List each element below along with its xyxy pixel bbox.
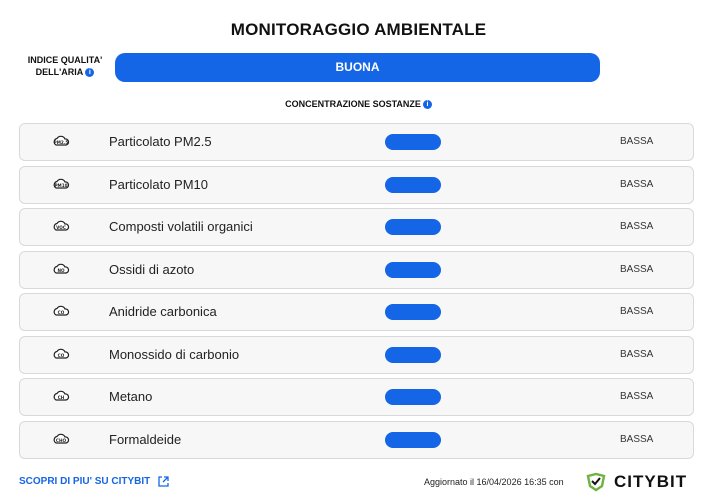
pollutant-status: BASSA [620,306,654,317]
level-indicator [385,347,441,363]
pollutant-name: Anidride carbonica [109,304,217,319]
pollutant-name: Ossidi di azoto [109,261,195,277]
pollutant-name: Metano [109,389,153,404]
level-indicator [385,219,441,235]
level-indicator [385,304,441,320]
level-indicator [385,389,441,405]
info-icon[interactable]: i [423,100,432,109]
co-icon [52,346,70,364]
info-icon[interactable]: i [85,68,94,77]
citybit-wordmark: CITYBIT [614,472,688,491]
citybit-logo-icon [586,472,606,492]
pollutant-status: BASSA [620,221,654,232]
pollutant-status: BASSA [620,178,654,190]
pollutant-row [19,166,694,204]
svg-text:PM2.5: PM2.5 [53,140,69,146]
level-indicator [385,177,441,193]
pollutant-name: Particolato PM2.5 [109,134,212,149]
voc-icon [52,218,70,236]
air-quality-label-line1: INDICE QUALITA' [27,55,103,65]
co2-icon [52,303,70,321]
air-quality-value-bar: BUONA [115,53,600,82]
last-updated-text: Aggiornato il 16/04/2026 16:35 con [424,477,564,487]
svg-text:PM10: PM10 [54,182,68,188]
pollutant-row [19,293,694,331]
pollutant-name: Particolato PM10 [109,176,208,192]
citybit-brand [586,470,698,492]
pollutant-status: BASSA [620,391,654,402]
air-quality-label-line2: DELL'ARIA [35,67,84,77]
concentration-label-text: CONCENTRAZIONE SOSTANZE [285,99,421,109]
citybit-link-label: SCOPRI DI PIU' SU CITYBIT [19,476,151,488]
svg-text:CHO: CHO [55,437,67,443]
pollutant-name: Formaldeide [109,431,182,447]
level-indicator [385,134,441,150]
air-quality-label [20,54,110,78]
concentration-label [0,99,717,109]
svg-text:VOC: VOC [56,225,66,231]
pollutant-status: BASSA [620,136,654,147]
svg-text:NO: NO [57,267,65,273]
citybit-link[interactable] [19,476,169,487]
pm25-icon [52,133,70,151]
page-title: MONITORAGGIO AMBIENTALE [230,20,487,39]
pollutant-row [19,123,694,161]
pollutant-status: BASSA [620,348,654,360]
pollutant-status: BASSA [620,263,654,275]
pollutant-row [19,378,694,416]
svg-text:CH: CH [57,395,65,401]
level-indicator [385,262,441,278]
pollutant-name: Composti volatili organici [109,219,253,234]
pollutant-name: Monossido di carbonio [109,346,240,362]
pm10-icon [52,176,70,194]
svg-text:CO: CO [57,310,65,316]
external-link-icon [158,476,169,487]
pollutant-row [19,421,694,459]
ch4-icon [52,388,70,406]
level-indicator [385,432,441,448]
svg-text:CO: CO [57,352,65,358]
pollutant-status: BASSA [620,433,654,445]
no2-icon [52,261,70,279]
ch2o-icon [52,431,70,449]
pollutant-row [19,336,694,374]
pollutant-row [19,208,694,246]
pollutant-row [19,251,694,289]
